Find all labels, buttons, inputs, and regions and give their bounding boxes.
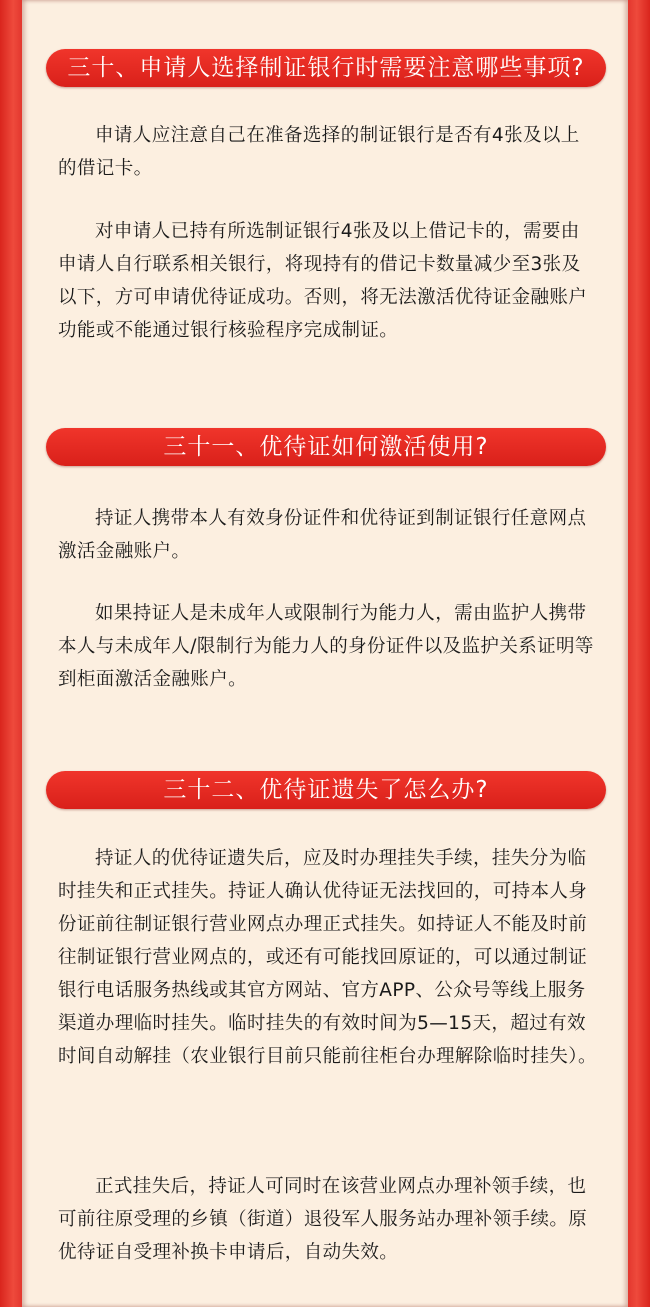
section-30-paragraph-1: 申请人应注意自己在准备选择的制证银行是否有4张及以上的借记卡。 — [58, 125, 580, 179]
section-32-title: 三十二、优待证遗失了怎么办? — [46, 771, 606, 809]
section-30-paragraph-2: 对申请人已持有所选制证银行4张及以上借记卡的，需要由申请人自行联系相关银行，将现持有的借记卡数量减少至3张及以下，方可申请优待证成功。否则，将无法激活优待证金融账户功能或不能通过银行核验程序完成制证。 — [58, 221, 588, 341]
section-31-title: 三十一、优待证如何激活使用? — [46, 428, 606, 466]
section-32-paragraph-1: 持证人的优待证遗失后，应及时办理挂失手续，挂失分为临时挂失和正式挂失。持证人确认优待证无法找回的，可持本人身份证前往制证银行营业网点办理正式挂失。如持证人不能及时前往制证银行营业网点的，或还有可能找回原证的，可以通过制证银行电话服务热线或其官方网站、官方APP、公众号等线上服务渠道办理临时挂失。临时挂失的有效时间为5—15天，超过有效时间自动解挂（农业银行目前只能前往柜台办理解除临时挂失）。 — [58, 848, 597, 1067]
section-30-title: 三十、申请人选择制证银行时需要注意哪些事项? — [46, 49, 606, 87]
section-31-paragraph-1: 持证人携带本人有效身份证件和优待证到制证银行任意网点激活金融账户。 — [58, 508, 587, 562]
section-32-paragraph-2: 正式挂失后，持证人可同时在该营业网点办理补领手续，也可前往原受理的乡镇（街道）退役军人服务站办理补领手续。原优待证自受理补换卡申请后，自动失效。 — [58, 1176, 588, 1263]
right-red-frame — [628, 0, 650, 1307]
section-31-paragraph-2: 如果持证人是未成年人或限制行为能力人，需由监护人携带本人与未成年人/限制行为能力人的身份证件以及监护关系证明等到柜面激活金融账户。 — [58, 603, 594, 690]
content-panel — [22, 0, 628, 1307]
left-red-frame — [0, 0, 22, 1307]
